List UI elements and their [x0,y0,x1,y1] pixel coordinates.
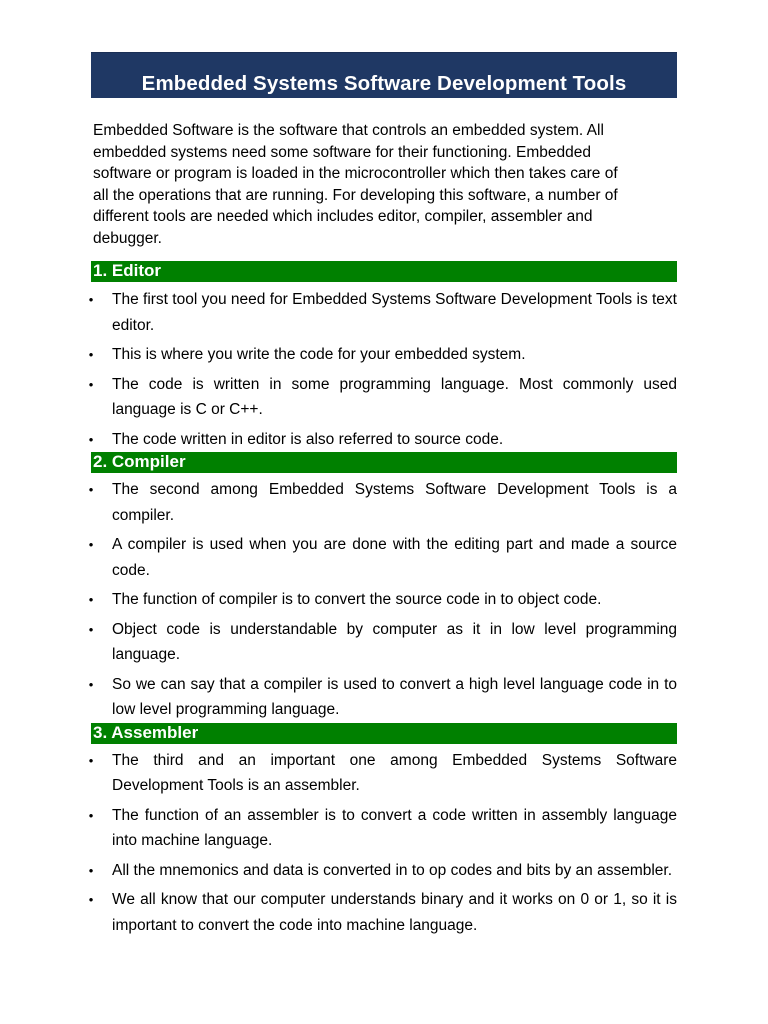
bullet-icon: • [88,537,94,552]
section-heading-editor: 1. Editor [91,261,677,282]
assembler-list [88,744,677,939]
list-item-text: So we can say that a compiler is used to convert a high level language code in to low level programming language. [112,675,677,718]
compiler-list [88,473,677,723]
list-item [88,287,677,338]
bullet-icon: • [88,292,94,307]
list-item-text: The function of an assembler is to convert a code written in assembly language into machine language. [112,806,677,849]
page-title: Embedded Systems Software Development Tools [141,72,627,95]
bullet-icon: • [88,676,94,692]
list-item-text: The second among Embedded Systems Software Development Tools is a compiler. [112,481,677,524]
list-item [88,803,677,854]
list-item [88,748,677,799]
list-item [88,477,677,528]
bullet-icon: • [88,892,94,907]
bullet-icon: • [88,482,94,497]
bullet-icon: • [88,347,94,362]
bullet-icon: • [88,752,94,768]
bullet-icon: • [88,862,94,878]
list-item-text: The first tool you need for Embedded Systems Software Development Tools is text editor. [112,291,677,334]
list-item [88,858,677,884]
section-heading-assembler: 3. Assembler [91,723,677,744]
list-item-text: The third and an important one among Embedded Systems Software Development Tools is an assembler. [112,751,677,794]
section-heading-compiler: 2. Compiler [91,452,677,473]
list-item-text: A compiler is used when you are done with the editing part and made a source code. [112,536,677,579]
bullet-icon: • [88,592,94,607]
list-item-text: The code written in editor is also referred to source code. [112,430,504,448]
list-item [88,887,677,938]
list-item-text: The code is written in some programming language. Most commonly used language is C or C++. [112,375,677,418]
list-item [88,672,677,723]
list-item-text: Object code is understandable by computer as it in low level programming language. [112,620,677,663]
bullet-icon: • [88,431,94,447]
bullet-icon: • [88,807,94,823]
list-item [88,372,677,423]
list-item [88,342,677,368]
title-bar [91,52,677,98]
list-item-text: This is where you write the code for your embedded system. [112,346,526,363]
document-page [88,52,677,938]
bullet-icon: • [88,376,94,392]
intro-paragraph: Embedded Software is the software that controls an embedded system. All embedded systems need some software for their functioning. Embedded software or program is loaded in the microcontroller which then takes care of all the operations that are running. For developing this software, a number of different tools are needed which includes editor, compiler, assembler and debugger. [93,122,618,247]
list-item-text: All the mnemonics and data is converted in to op codes and bits by an assembler. [112,861,673,879]
bullet-icon: • [88,621,94,637]
list-item [88,532,677,583]
list-item-text: We all know that our computer understands binary and it works on 0 or 1, so it is important to convert the code into machine language. [112,891,677,934]
list-item [88,587,677,613]
list-item [88,427,677,453]
editor-list [88,282,677,452]
list-item [88,617,677,668]
list-item-text: The function of compiler is to convert the source code in to object code. [112,591,602,608]
